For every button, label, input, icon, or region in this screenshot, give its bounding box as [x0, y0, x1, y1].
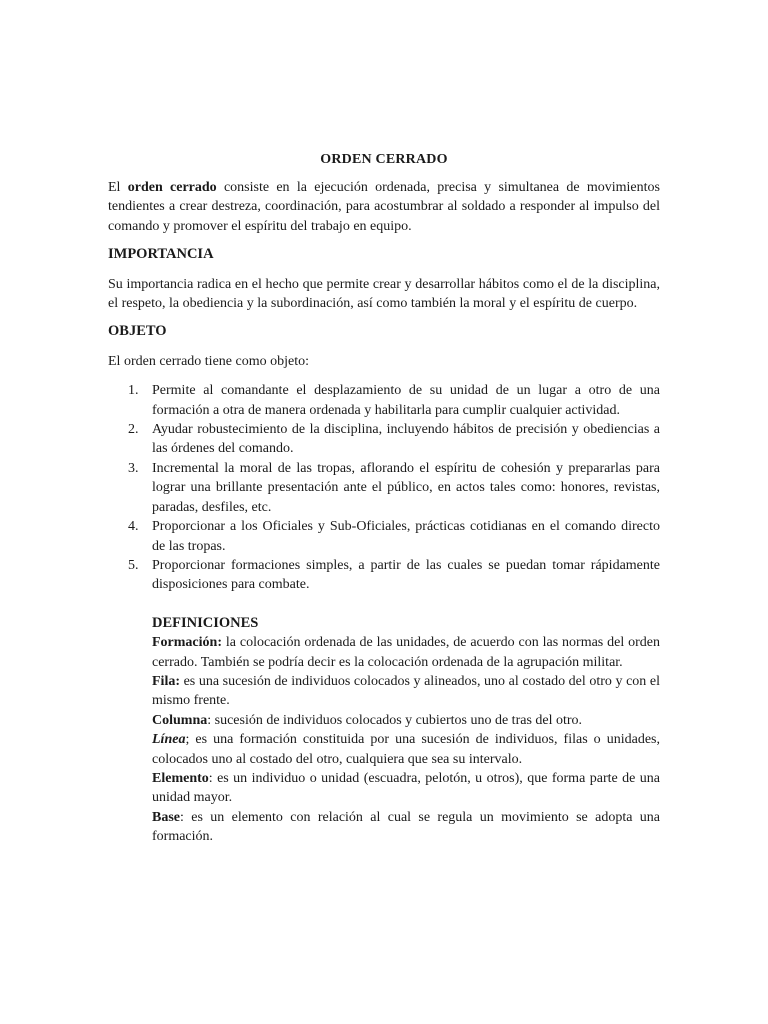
list-item-number: 2. — [128, 422, 139, 438]
list-item — [108, 381, 660, 420]
definition-term: Línea — [152, 732, 186, 748]
list-item-number: 1. — [128, 383, 139, 399]
definiciones-heading: DEFINICIONES — [152, 614, 259, 631]
intro-text-after: consiste en la ejecución ordenada, precisa y simultanea de movimientos tendientes a crear destreza, coordinación, para acostumbrar al soldado a responder al impulso del comando y promover el espíritu del trabajo en equipo. — [108, 180, 660, 234]
importancia-paragraph: Su importancia radica en el hecho que permite crear y desarrollar hábitos como el de la disciplina, el respeto, la obediencia y la subordinación, así como también la moral y el espíritu de cuerpo. — [108, 276, 660, 312]
definition-text: : es un elemento con relación al cual se regula un movimiento se adopta una formación. — [152, 809, 660, 845]
list-item-text: Ayudar robustecimiento de la disciplina, incluyendo hábitos de precisión y obediencias a las órdenes del comando. — [152, 422, 660, 457]
objeto-intro: El orden cerrado tiene como objeto: — [108, 353, 309, 369]
definition-term: Fila: — [152, 673, 180, 689]
definition-term: Base — [152, 809, 180, 825]
importancia-heading: IMPORTANCIA — [108, 246, 214, 263]
definition-item — [152, 633, 660, 672]
list-item — [108, 517, 660, 556]
definition-text: la colocación ordenada de las unidades, de acuerdo con las normas del orden cerrado. También se podría decir es la colocación ordenada de la agrupación militar. — [152, 635, 660, 670]
list-item-text: Permite al comandante el desplazamiento de su unidad de un lugar a otro de una formación a otra de manera ordenada y habilitarla para cumplir cualquier actividad. — [152, 383, 660, 418]
definition-text: : sucesión de individuos colocados y cubiertos uno de tras del otro. — [207, 712, 583, 728]
objeto-heading: OBJETO — [108, 323, 167, 340]
objeto-list — [108, 381, 660, 594]
definition-item — [152, 711, 660, 730]
list-item — [108, 459, 660, 517]
list-item-text: Proporcionar a los Oficiales y Sub-Oficiales, prácticas cotidianas en el comando directo de las tropas. — [152, 519, 660, 554]
list-item-text: Proporcionar formaciones simples, a partir de las cuales se puedan tomar rápidamente disposiciones para combate. — [152, 557, 660, 593]
definition-text: es una sucesión de individuos colocados y alineados, uno al costado del otro y con el mismo frente. — [152, 673, 660, 709]
document-page — [108, 150, 660, 847]
list-item-number: 3. — [128, 460, 139, 476]
definition-text: : es un individuo o unidad (escuadra, pelotón, u otros), que forma parte de una unidad mayor. — [152, 770, 660, 806]
list-item — [108, 420, 660, 459]
list-item — [108, 556, 660, 595]
intro-text-before: El — [108, 180, 128, 195]
list-item-number: 4. — [128, 519, 139, 535]
definition-text: ; es una formación constituida por una sucesión de individuos, filas o unidades, colocados uno al costado del otro, cualquiera que sea su intervalo. — [152, 732, 660, 767]
definition-term: Elemento — [152, 770, 209, 786]
list-item-number: 5. — [128, 557, 139, 573]
definition-item — [152, 730, 660, 769]
definition-item — [152, 672, 660, 711]
definition-term: Formación: — [152, 635, 222, 651]
document-title: ORDEN CERRADO — [320, 152, 448, 167]
definiciones-section — [108, 614, 660, 847]
definition-item — [152, 769, 660, 808]
definition-item — [152, 808, 660, 847]
intro-paragraph — [108, 178, 660, 236]
list-item-text: Incremental la moral de las tropas, aflorando el espíritu de cohesión y prepararlas para lograr una brillante presentación ante el público, en actos tales como: honores, revistas, paradas, desfiles, etc. — [152, 460, 660, 515]
intro-bold-term: orden cerrado — [127, 180, 217, 195]
definition-term: Columna — [152, 712, 208, 728]
